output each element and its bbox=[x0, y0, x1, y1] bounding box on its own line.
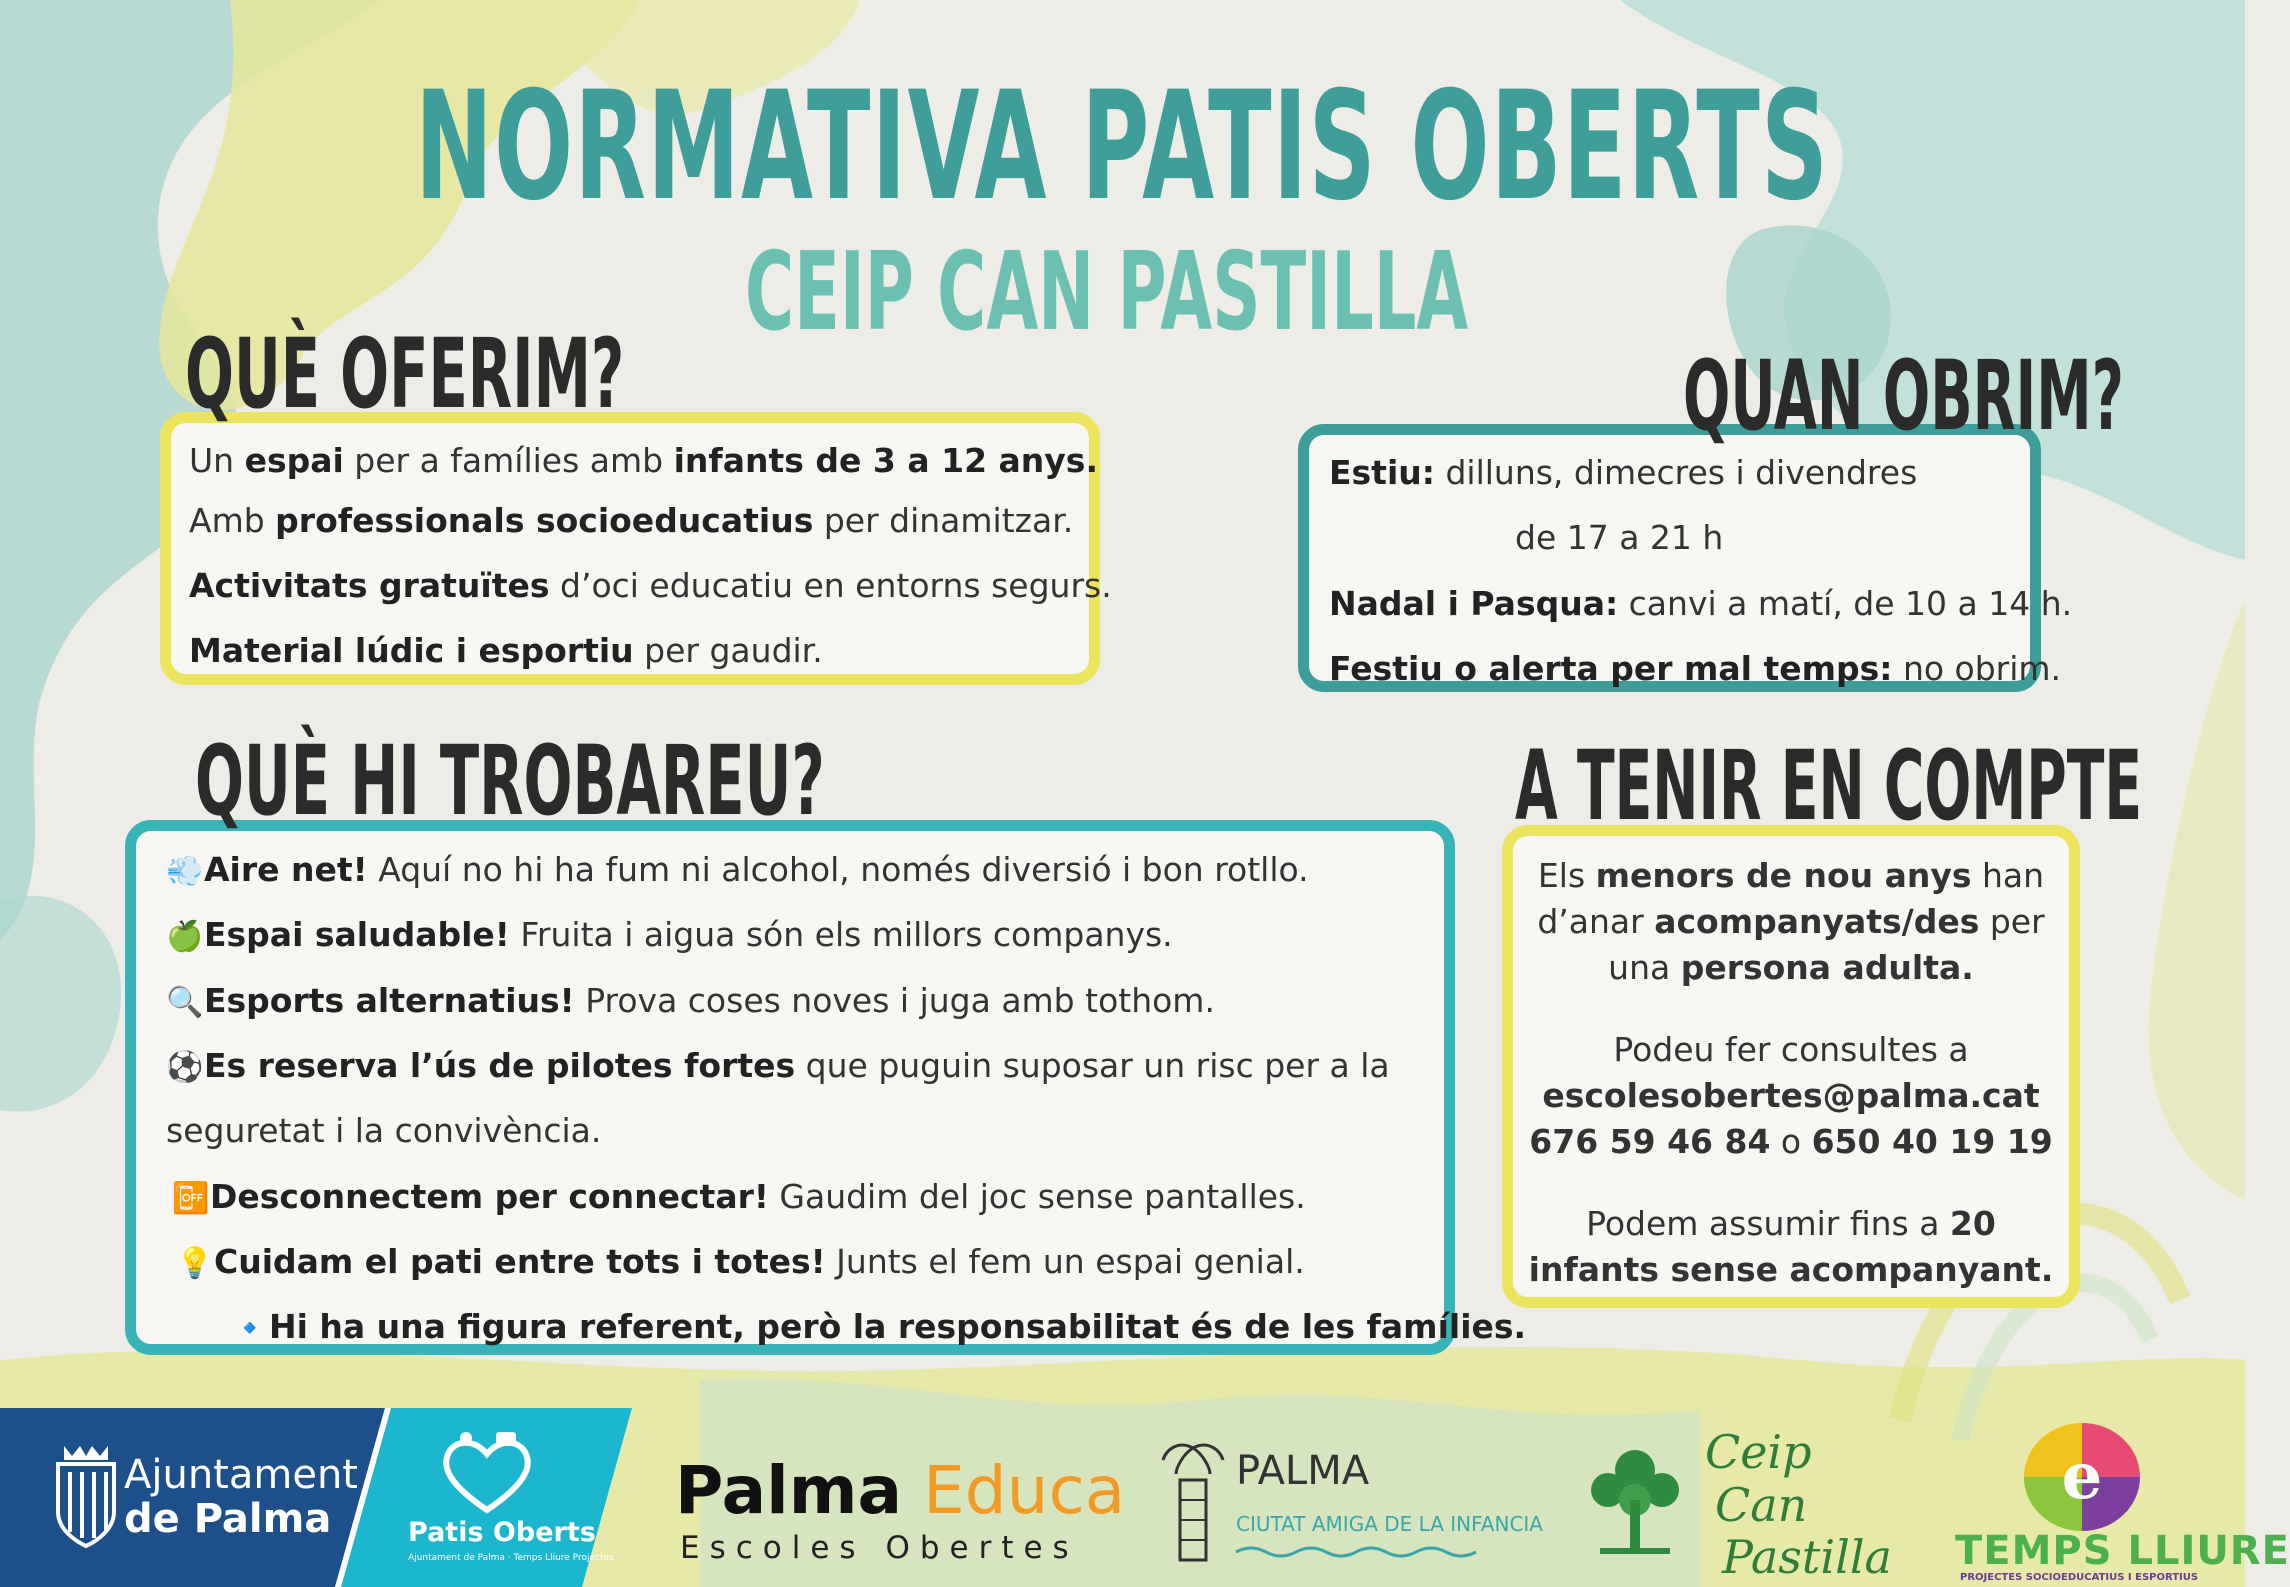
offer-box bbox=[160, 412, 1112, 685]
schedule-line: de 17 a 21 h bbox=[1515, 518, 1724, 557]
ciutat-amiga-text: CIUTAT AMIGA DE LA INFANCIA bbox=[1236, 1512, 1543, 1536]
feature-line: 💨Aire net! Aquí no hi ha fum ni alcohol, només diversió i bon rotllo. bbox=[166, 850, 1309, 889]
wind-icon: 💨 bbox=[166, 854, 204, 889]
notes-line: d’anar acompanyats/des per bbox=[1537, 902, 2045, 941]
wave-decoration bbox=[1236, 1544, 1481, 1560]
contact-email[interactable]: escolesobertes@palma.cat bbox=[1542, 1076, 2040, 1115]
feature-line: 💡Cuidam el pati entre tots i totes! Junts el fem un espai genial. bbox=[176, 1242, 1305, 1281]
notes-line: Podem assumir fins a 20 bbox=[1586, 1204, 1996, 1243]
notes-box bbox=[1502, 825, 2080, 1308]
lightbulb-icon: 💡 bbox=[176, 1246, 214, 1281]
offer-line: Un espai per a famílies amb infants de 3 a 12 anys. bbox=[189, 441, 1098, 480]
offer-line: Activitats gratuïtes d’oci educatiu en entorns segurs. bbox=[189, 566, 1112, 605]
diamond-icon: 🔹 bbox=[231, 1311, 269, 1346]
schedule-line: Festiu o alerta per mal temps: no obrim. bbox=[1329, 649, 2062, 688]
palma-city-logo-text: PALMA bbox=[1236, 1448, 1370, 1494]
notes-line: Els menors de nou anys han bbox=[1537, 856, 2045, 895]
feature-line: 🔹Hi ha una figura referent, però la responsabilitat és de les famílies. bbox=[231, 1307, 1527, 1346]
schedule-box bbox=[1298, 424, 2073, 692]
page-title: NORMATIVA PATIS OBERTS bbox=[415, 60, 1830, 234]
ceip-logo-line1: Ceip bbox=[1705, 1425, 1812, 1479]
temps-lliure-small-text: PROJECTES SOCIOEDUCATIUS I ESPORTIUS bbox=[1960, 1572, 2199, 1583]
svg-text:e: e bbox=[2061, 1439, 2103, 1514]
patis-oberts-heart-icon bbox=[440, 1430, 535, 1515]
tree-icon bbox=[1580, 1440, 1690, 1560]
palma-educa-logo: Palma Educa bbox=[675, 1452, 1126, 1529]
escoles-obertes-text: Escoles Obertes bbox=[680, 1530, 1079, 1566]
ajuntament-logo-line2: de Palma bbox=[124, 1496, 332, 1542]
temps-lliure-logo-icon bbox=[2012, 1418, 2152, 1536]
features-heading: QUÈ HI TROBAREU? bbox=[195, 725, 825, 837]
notes-line: infants sense acompanyant. bbox=[1528, 1250, 2054, 1289]
feature-line: seguretat i la convivència. bbox=[166, 1111, 602, 1150]
offer-line: Amb professionals socioeducatius per dinamitzar. bbox=[189, 501, 1074, 540]
offer-heading: QUÈ OFERIM? bbox=[185, 318, 625, 430]
phone-off-icon: 📴 bbox=[172, 1181, 210, 1216]
ball-icon: ⚽ bbox=[166, 1050, 204, 1085]
features-box bbox=[125, 820, 1527, 1355]
notes-line: una persona adulta. bbox=[1608, 948, 1974, 987]
schedule-line: Nadal i Pasqua: canvi a matí, de 10 a 14 h. bbox=[1329, 584, 2073, 623]
contact-phones[interactable]: 676 59 46 84 o 650 40 19 19 bbox=[1529, 1122, 2053, 1161]
feature-line: 🍏Espai saludable! Fruita i aigua són els millors companys. bbox=[166, 915, 1173, 954]
patis-oberts-logo-small: Ajuntament de Palma · Temps Lliure Projectes bbox=[408, 1553, 614, 1563]
feature-line: 🔍Esports alternatius! Prova coses noves i juga amb tothom. bbox=[166, 981, 1215, 1020]
apple-icon: 🍏 bbox=[166, 919, 204, 954]
schedule-heading: QUAN OBRIM? bbox=[1683, 340, 2124, 452]
magnifier-icon: 🔍 bbox=[166, 985, 204, 1020]
schedule-line: Estiu: dilluns, dimecres i divendres bbox=[1329, 453, 1918, 492]
ceip-logo-line3: Pastilla bbox=[1722, 1530, 1892, 1584]
feature-line: ⚽Es reserva l’ús de pilotes fortes que puguin suposar un risc per a la bbox=[166, 1046, 1390, 1085]
offer-line: Material lúdic i esportiu per gaudir. bbox=[189, 631, 823, 670]
patis-oberts-logo-text: Patis Oberts bbox=[408, 1517, 596, 1548]
ajuntament-logo-line1: Ajuntament bbox=[124, 1452, 358, 1498]
ceip-logo-line2: Can bbox=[1715, 1478, 1808, 1532]
hopscotch-palm-icon bbox=[1158, 1440, 1228, 1565]
page-subtitle: CEIP CAN PASTILLA bbox=[745, 230, 1469, 355]
temps-lliure-logo-text: TEMPS LLIURE bbox=[1955, 1528, 2290, 1574]
notes-heading: A TENIR EN COMPTE bbox=[1515, 730, 2143, 842]
notes-line: Podeu fer consultes a bbox=[1613, 1030, 1969, 1069]
palma-shield-icon bbox=[50, 1442, 122, 1552]
feature-line: 📴Desconnectem per connectar! Gaudim del joc sense pantalles. bbox=[172, 1177, 1306, 1216]
